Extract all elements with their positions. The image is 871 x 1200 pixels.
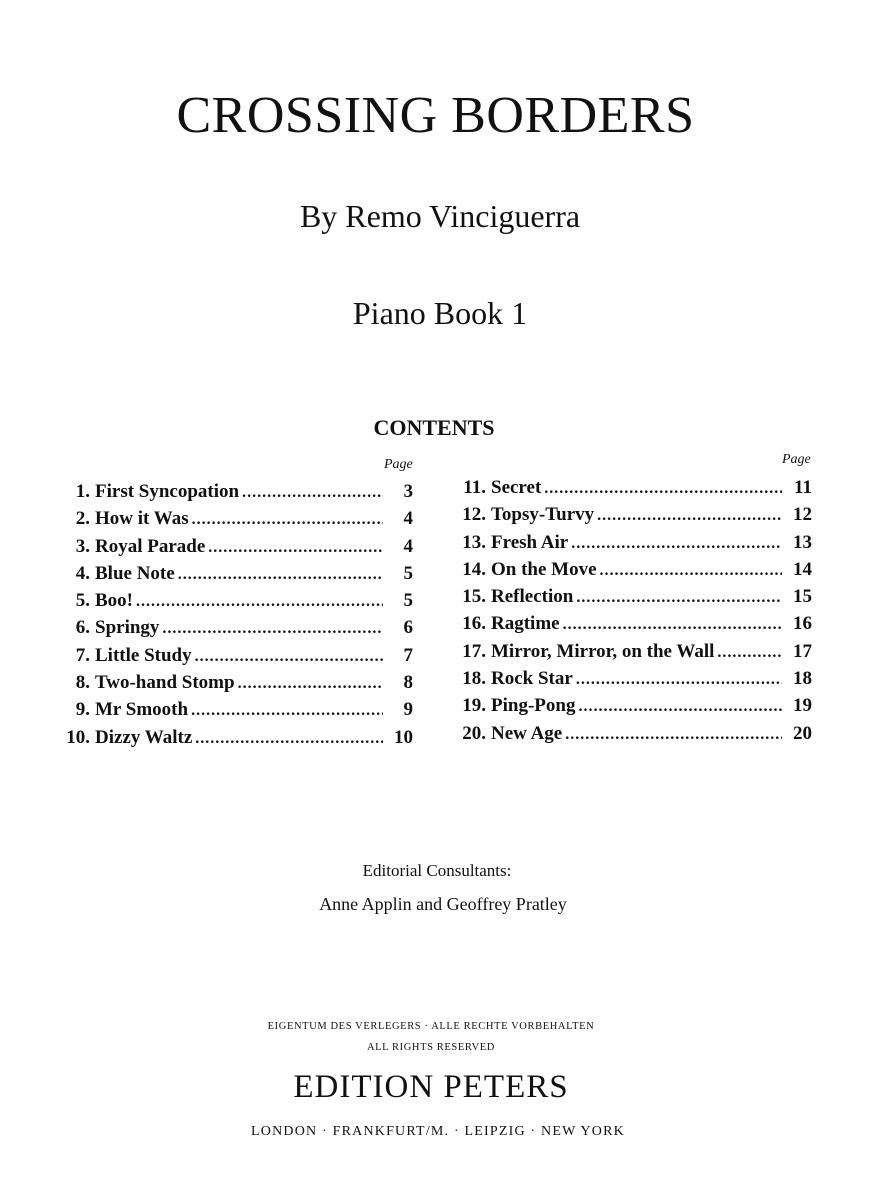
toc-number: 1.: [75, 481, 90, 502]
toc-title: Mirror, Mirror, on the Wall: [491, 640, 715, 662]
toc-leader: [178, 561, 383, 588]
toc-number: 11.: [463, 477, 486, 498]
toc-number: 9.: [75, 699, 90, 721]
toc-entry: [56, 587, 413, 614]
toc-number: 18.: [462, 668, 486, 690]
page-column-label-left: Page: [384, 457, 413, 472]
toc-leader: [544, 475, 782, 502]
toc-entry: [452, 556, 812, 583]
toc-title: Royal Parade: [95, 535, 206, 557]
toc-number: 17.: [462, 640, 486, 662]
toc-entry: [452, 474, 812, 501]
toc-leader: [238, 670, 383, 697]
toc-leader: [162, 615, 383, 642]
toc-number: 13.: [462, 531, 486, 553]
toc-title: Mr Smooth: [95, 699, 189, 721]
toc-title: Blue Note: [95, 562, 175, 584]
toc-page: 7: [403, 644, 413, 666]
toc-entry: [56, 642, 413, 669]
toc-entry: [56, 505, 413, 532]
toc-number: 12.: [462, 504, 486, 526]
toc-title: Dizzy Waltz: [95, 726, 193, 748]
toc-page: 4: [403, 535, 413, 557]
toc-entry: [56, 560, 413, 587]
book-subtitle: Piano Book 1: [352, 295, 528, 331]
toc-entry: [452, 529, 812, 556]
editorial-consultants-names: Anne Applin and Geoffrey Pratley: [319, 894, 567, 914]
toc-entry: [452, 692, 812, 719]
toc-leader: [242, 479, 383, 506]
toc-number: 5.: [75, 590, 90, 612]
toc-number: 14.: [462, 558, 486, 580]
toc-number: 6.: [75, 617, 90, 639]
toc-entry: [56, 533, 413, 560]
toc-page: 16: [793, 613, 812, 635]
toc-number: 10.: [66, 726, 90, 748]
toc-page: 6: [403, 617, 413, 639]
toc-page: 9: [403, 699, 413, 721]
toc-leader: [565, 721, 782, 748]
toc-title: New Age: [491, 722, 563, 744]
toc-title: Two-hand Stomp: [95, 672, 235, 694]
toc-leader: [578, 693, 782, 720]
toc-entry: [56, 478, 413, 505]
toc-number: 19.: [462, 695, 486, 717]
toc-leader: [136, 588, 383, 615]
toc-title: Little Study: [95, 644, 192, 666]
toc-page: 20: [793, 722, 812, 744]
toc-title: How it Was: [95, 508, 189, 530]
toc-page: 10: [394, 726, 413, 748]
toc-title: Ping-Pong: [491, 695, 576, 717]
toc-title: Secret: [491, 477, 542, 498]
toc-page: 19: [793, 695, 812, 717]
toc-leader: [563, 611, 782, 638]
toc-page: 3: [403, 481, 413, 502]
toc-page: 15: [793, 586, 812, 608]
toc-leader: [717, 639, 782, 666]
toc-title: Fresh Air: [491, 531, 569, 553]
toc-title: On the Move: [491, 558, 597, 580]
contents-column-right: [452, 474, 812, 747]
toc-leader: [597, 502, 782, 529]
toc-leader: [208, 534, 383, 561]
toc-title: Boo!: [95, 590, 133, 612]
toc-page: 4: [403, 508, 413, 530]
toc-number: 3.: [75, 535, 90, 557]
book-title: CROSSING BORDERS: [176, 87, 695, 144]
toc-number: 16.: [462, 613, 486, 635]
toc-title: Rock Star: [491, 668, 573, 690]
publisher-cities: LONDON · FRANKFURT/M. · LEIPZIG · NEW YORK: [251, 1124, 625, 1139]
page-column-label-right: Page: [782, 452, 811, 467]
toc-title: Reflection: [491, 586, 574, 608]
toc-leader: [600, 557, 782, 584]
toc-leader: [576, 584, 782, 611]
toc-title: First Syncopation: [95, 481, 240, 502]
toc-entry: [56, 669, 413, 696]
toc-title: Topsy-Turvy: [491, 504, 595, 526]
toc-page: 8: [403, 672, 413, 694]
contents-heading: CONTENTS: [373, 415, 495, 440]
toc-entry: [452, 665, 812, 692]
toc-page: 17: [793, 640, 812, 662]
publisher-name: EDITION PETERS: [293, 1069, 569, 1105]
toc-leader: [192, 506, 383, 533]
toc-leader: [191, 697, 383, 724]
toc-page: 13: [793, 531, 812, 553]
toc-page: 14: [793, 558, 812, 580]
toc-number: 4.: [75, 562, 90, 584]
toc-leader: [195, 725, 383, 752]
author-line: By Remo Vinciguerra: [299, 198, 581, 234]
toc-leader: [576, 666, 782, 693]
toc-number: 20.: [462, 722, 486, 744]
toc-title: Ragtime: [491, 613, 560, 635]
rights-notice-german: EIGENTUM DES VERLEGERS · ALLE RECHTE VORBEHALTEN: [267, 1021, 595, 1032]
toc-entry: [452, 501, 812, 528]
toc-leader: [571, 530, 782, 557]
toc-entry: [56, 724, 413, 751]
toc-entry: [56, 614, 413, 641]
editorial-consultants-label: Editorial Consultants:: [362, 861, 512, 880]
rights-notice-english: ALL RIGHTS RESERVED: [366, 1042, 495, 1053]
toc-page: 5: [403, 562, 413, 584]
toc-title: Springy: [95, 617, 160, 639]
toc-entry: [452, 638, 812, 665]
contents-column-left: [56, 478, 413, 751]
toc-number: 7.: [75, 644, 90, 666]
toc-page: 12: [793, 504, 812, 526]
toc-leader: [195, 643, 383, 670]
toc-entry: [56, 696, 413, 723]
toc-number: 8.: [75, 672, 90, 694]
toc-page: 18: [793, 668, 812, 690]
toc-page: 11: [794, 477, 812, 498]
toc-entry: [452, 610, 812, 637]
toc-entry: [452, 720, 812, 747]
toc-entry: [452, 583, 812, 610]
toc-number: 2.: [75, 508, 90, 530]
toc-page: 5: [403, 590, 413, 612]
toc-number: 15.: [462, 586, 486, 608]
